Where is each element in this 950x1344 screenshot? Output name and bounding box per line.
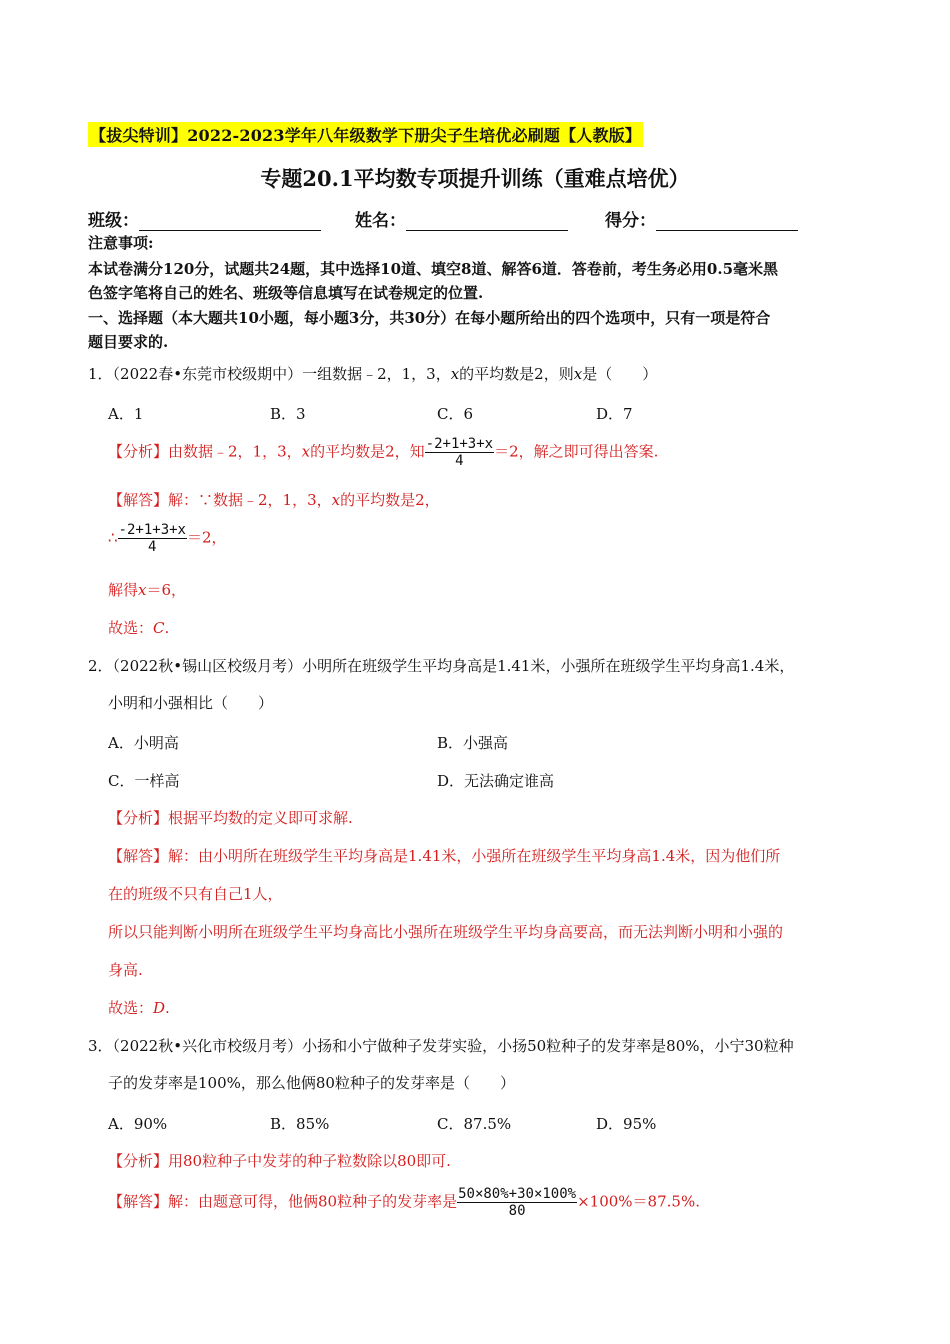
- question-2-stem: 2．（2022秋•锡山区校级月考）小明所在班级学生平均身高是1.41米，小强所在班级学生平均身高1.4米，: [88, 657, 795, 675]
- notice-line: 本试卷满分120分，试题共24题，其中选择10道、填空8道、解答6道．答卷前，考生务必用0.5毫米黑: [88, 260, 779, 278]
- score-field: [605, 206, 798, 231]
- name-blank[interactable]: [406, 212, 568, 231]
- q1-equation: ∴ $\frac{-2+1+3+x}{4}$ ＝2，: [108, 522, 227, 555]
- q3-answer: 【解答】解：由题意可得，他俩80粒种子的发芽率是 $\frac{50\times 80\%+30\times 100\%}{80}$ ×100%＝87.5%.: [108, 1186, 700, 1219]
- notice-line: 色签字笔将自己的姓名、班级等信息填写在试卷规定的位置.: [88, 284, 484, 302]
- q1-option-b[interactable]: B．3: [270, 405, 306, 423]
- q2-answer: 身高.: [108, 961, 143, 979]
- q2-option-a[interactable]: A．小明高: [108, 734, 179, 752]
- question-2-stem: 小明和小强相比（ ）: [108, 694, 274, 712]
- fraction: $\frac{50\times 80\%+30\times 100\%}{80}$: [458, 1186, 577, 1219]
- banner-title: 【拔尖特训】2022-2023学年八年级数学下册尖子生培优必刷题【人教版】: [88, 122, 643, 147]
- q1-answer: 【解答】解：∵数据﹣2，1，3，x的平均数是2，: [108, 491, 440, 509]
- page-title: 专题20.1平均数专项提升训练（重难点培优）: [260, 166, 690, 191]
- q3-option-d[interactable]: D．95%: [596, 1115, 657, 1133]
- question-3-stem: 3．（2022秋•兴化市校级月考）小扬和小宁做种子发芽实验，小扬50粒种子的发芽率是80%，小宁30粒种: [88, 1037, 794, 1055]
- name-label: 姓名：: [355, 211, 406, 231]
- name-field: [355, 206, 568, 231]
- q2-choice: 故选：D.: [108, 999, 170, 1017]
- q1-option-c[interactable]: C．6: [437, 405, 474, 423]
- score-blank[interactable]: [656, 212, 798, 231]
- class-label: 班级：: [88, 211, 139, 231]
- score-label: 得分：: [605, 211, 656, 231]
- q2-analysis: 【分析】根据平均数的定义即可求解.: [108, 809, 353, 827]
- q1-choice: 故选：C.: [108, 619, 170, 637]
- q2-option-d[interactable]: D．无法确定谁高: [437, 772, 555, 790]
- q1-analysis: 【分析】由数据﹣2，1，3，x的平均数是2，知 $\frac{-2+1+3+x}{4}$ ＝2，解之即可得出答案.: [108, 436, 659, 469]
- therefore-symbol: ∴: [108, 528, 118, 547]
- q2-option-b[interactable]: B．小强高: [437, 734, 509, 752]
- class-field: [88, 206, 321, 231]
- q3-option-c[interactable]: C．87.5%: [437, 1115, 512, 1133]
- q3-analysis: 【分析】用80粒种子中发芽的种子粒数除以80即可.: [108, 1152, 451, 1170]
- q3-option-b[interactable]: B．85%: [270, 1115, 330, 1133]
- question-3-stem: 子的发芽率是100%，那么他俩80粒种子的发芽率是（ ）: [108, 1074, 515, 1092]
- q1-solve: 解得x＝6，: [108, 581, 187, 599]
- fraction: $\frac{-2+1+3+x}{4}$: [118, 522, 186, 555]
- section-heading: 题目要求的.: [88, 333, 169, 351]
- q3-option-a[interactable]: A．90%: [108, 1115, 168, 1133]
- class-blank[interactable]: [139, 212, 321, 231]
- notice-heading: 注意事项:: [88, 234, 154, 252]
- section-heading: 一、选择题（本大题共10小题，每小题3分，共30分）在每小题所给出的四个选项中，只有一项是符合: [88, 309, 771, 327]
- q2-option-c[interactable]: C．一样高: [108, 772, 180, 790]
- question-1-stem: 1．（2022春•东莞市校级期中）一组数据﹣2，1，3，x的平均数是2，则x是（ ）: [88, 365, 658, 383]
- q2-answer: 在的班级不只有自己1人，: [108, 885, 283, 903]
- q1-option-a[interactable]: A．1: [108, 405, 144, 423]
- fraction: $\frac{-2+1+3+x}{4}$: [425, 436, 494, 469]
- q1-option-d[interactable]: D．7: [596, 405, 633, 423]
- q2-answer: 所以只能判断小明所在班级学生平均身高比小强所在班级学生平均身高要高，而无法判断小明和小强的: [108, 923, 784, 941]
- q2-answer: 【解答】解：由小明所在班级学生平均身高是1.41米，小强所在班级学生平均身高1.4米，因为他们所: [108, 847, 781, 865]
